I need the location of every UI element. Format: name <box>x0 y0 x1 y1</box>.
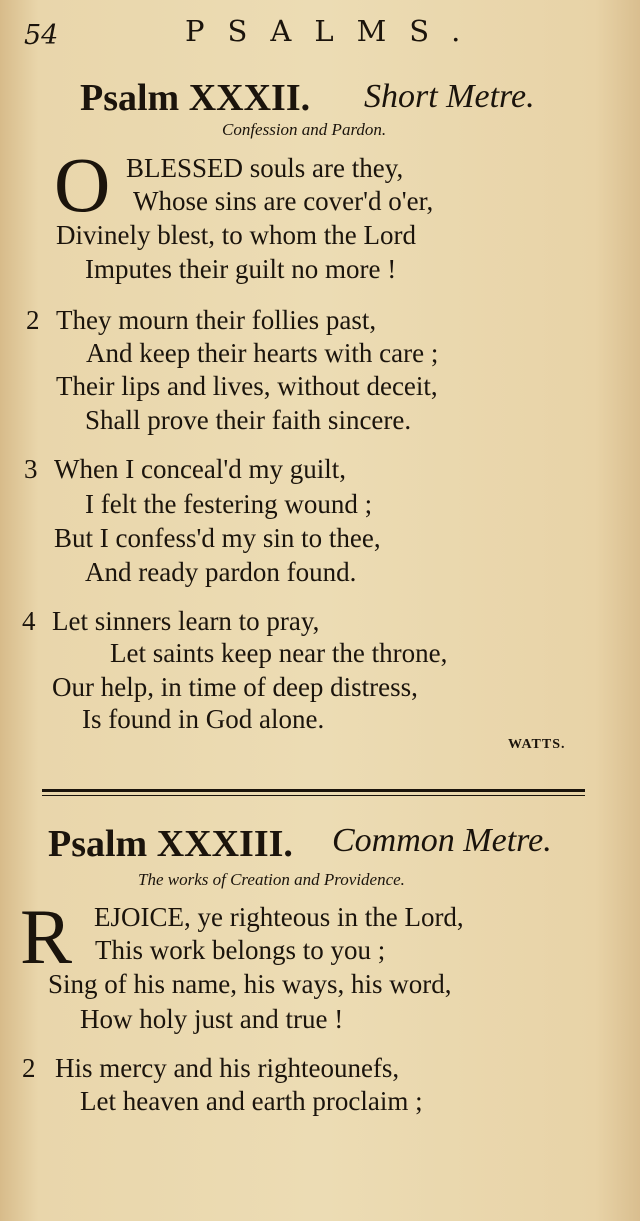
verse-line: Imputes their guilt no more ! <box>85 254 397 284</box>
verse-line: Whose sins are cover'd o'er, <box>133 186 434 216</box>
running-title: PSALMS. <box>185 14 484 48</box>
verse-line: Shall prove their faith sincere. <box>85 405 412 435</box>
verse-line: When I conceal'd my guilt, <box>54 454 347 484</box>
verse-line: How holy just and true ! <box>80 1004 344 1034</box>
psalm-metre: Short Metre. <box>364 78 535 115</box>
verse-line: They mourn their follies past, <box>56 305 377 335</box>
verse-line: EJOICE, ye righteous in the Lord, <box>94 902 464 932</box>
psalm-subtitle: The works of Creation and Providence. <box>138 870 405 889</box>
section-divider-thin <box>42 795 585 796</box>
verse-number: 2 <box>26 305 40 335</box>
verse-line: And ready pardon found. <box>85 557 357 587</box>
page-number: 54 <box>24 20 59 51</box>
psalm-subtitle: Confession and Pardon. <box>222 120 387 139</box>
psalm-title: Psalm XXXIII. <box>48 823 293 865</box>
verse-line: Is found in God alone. <box>82 704 325 734</box>
verse-line: His mercy and his righteounefs, <box>55 1053 400 1083</box>
drop-cap: O <box>54 141 111 228</box>
verse-line: BLESSED souls are they, <box>126 153 404 183</box>
verse-line: Sing of his name, his ways, his word, <box>48 969 452 999</box>
verse-number: 4 <box>22 606 36 636</box>
verse-line: I felt the festering wound ; <box>85 489 373 519</box>
verse-line: But I confess'd my sin to thee, <box>54 523 381 553</box>
verse-line: Divinely blest, to whom the Lord <box>56 220 416 250</box>
psalm-title: Psalm XXXII. <box>80 77 311 119</box>
author-attribution: WATTS. <box>508 737 566 752</box>
verse-line: Let heaven and earth proclaim ; <box>80 1086 423 1116</box>
verse-line: Let sinners learn to pray, <box>52 606 320 636</box>
verse-line: Their lips and lives, without deceit, <box>56 371 438 401</box>
verse-line: Our help, in time of deep distress, <box>52 672 418 702</box>
drop-cap: R <box>20 893 73 980</box>
verse-line: And keep their hearts with care ; <box>86 338 439 368</box>
verse-number: 2 <box>22 1053 36 1083</box>
verse-line: Let saints keep near the throne, <box>110 638 448 668</box>
section-divider <box>42 789 585 792</box>
verse-line: This work belongs to you ; <box>95 935 386 965</box>
verse-number: 3 <box>24 454 38 484</box>
psalm-metre: Common Metre. <box>332 822 552 859</box>
